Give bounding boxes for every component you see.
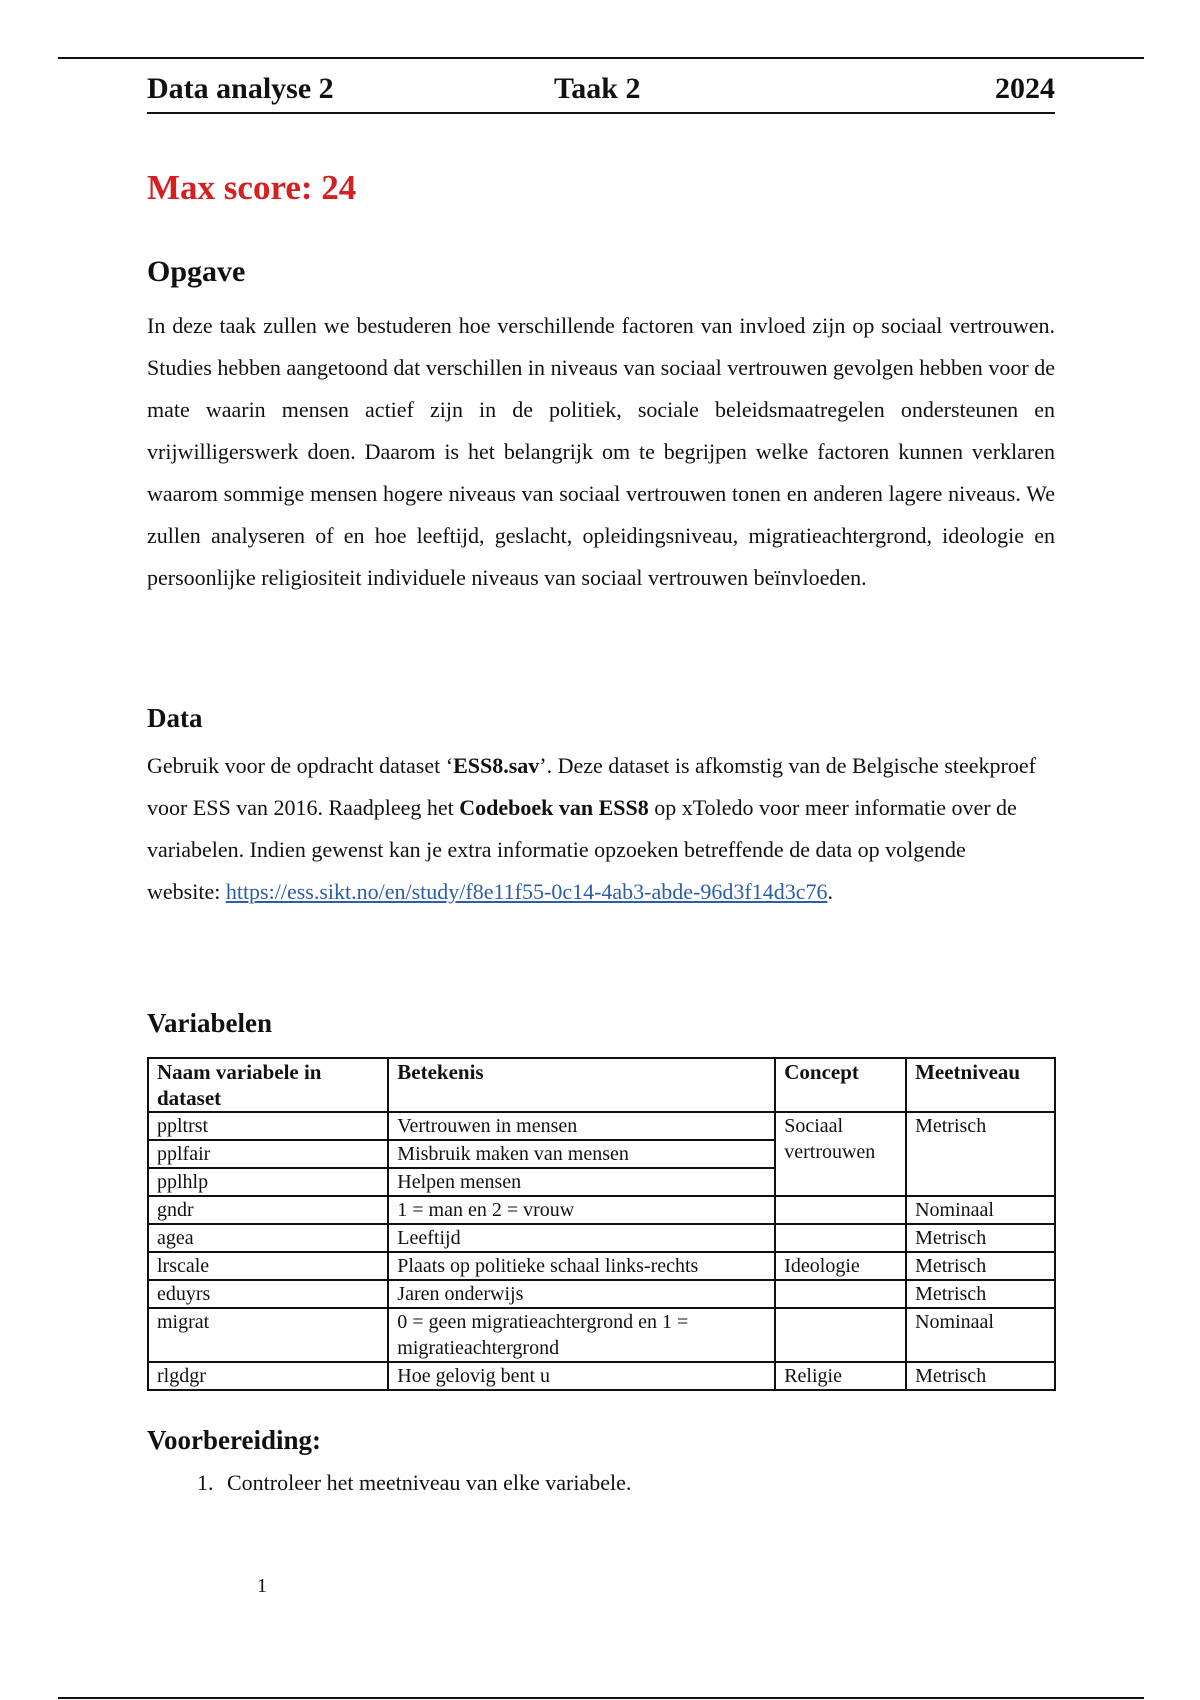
table-header-row: [148, 1058, 1055, 1112]
top-rule: [58, 57, 1144, 59]
ess-link[interactable]: https://ess.sikt.no/en/study/f8e11f55-0c14-4ab3-abde-96d3f14d3c76: [225, 879, 828, 904]
data-heading: Data: [147, 703, 203, 733]
table-row: pplhlp Helpen mensen: [148, 1168, 1055, 1196]
voorbereiding-heading: Voorbereiding:: [147, 1425, 322, 1455]
level-group-cell: Metrisch: [906, 1112, 1055, 1196]
col-header-meaning: Betekenis: [388, 1058, 775, 1112]
table-row: rlgdgr Hoe gelovig bent u Religie Metrisch: [148, 1362, 1055, 1390]
page-header: [147, 70, 1055, 114]
list-item: 1. Controleer het meetniveau van elke variabele.: [219, 1470, 631, 1496]
opgave-heading: Opgave: [147, 255, 246, 288]
table-row: migrat 0 = geen migratieachtergrond en 1 = migratieachtergrond Nominaal: [148, 1308, 1055, 1362]
table-row: eduyrs Jaren onderwijs Metrisch: [148, 1280, 1055, 1308]
bottom-rule: [58, 1697, 1144, 1699]
table-row: gndr 1 = man en 2 = vrouw Nominaal: [148, 1196, 1055, 1224]
table-row: ppltrst Vertrouwen in mensen Sociaal vertrouwen Metrisch: [148, 1112, 1055, 1140]
col-header-name: Naam variabele in dataset: [148, 1058, 388, 1112]
header-year: 2024: [995, 72, 1055, 105]
dataset-name: ESS8.sav: [453, 753, 540, 778]
page-number: 1: [257, 1575, 267, 1597]
header-assignment: Taak 2: [554, 72, 641, 105]
table-row: lrscale Plaats op politieke schaal links-rechts Ideologie Metrisch: [148, 1252, 1055, 1280]
table-row: agea Leeftijd Metrisch: [148, 1224, 1055, 1252]
data-text: Gebruik voor de opdracht dataset ‘ESS8.sav’. Deze dataset is afkomstig van de Belgische steekproef voor ESS van 2016. Raadpleeg het Codeboek van ESS8 op xToledo voor meer informatie over de variabelen. Indien gewenst kan je extra informatie opzoeken betreffende de data op volgende website: https://ess.sikt.no/en/study/f8e11f55-0c14-4ab3-abde-96d3f14d3c76.: [147, 753, 1036, 904]
col-header-level: Meetniveau: [906, 1058, 1055, 1112]
voorbereiding-list: [147, 1470, 631, 1496]
variabelen-heading: Variabelen: [147, 1008, 273, 1038]
opgave-text: In deze taak zullen we bestuderen hoe verschillende factoren van invloed zijn op sociaal vertrouwen. Studies hebben aangetoond dat verschillen in niveaus van sociaal vertrouwen gevolgen hebben voor de mate waarin mensen actief zijn in de politiek, sociale beleidsmaatregelen ondersteunen en vrijwilligerswerk doen. Daarom is het belangrijk om te begrijpen welke factoren kunnen verklaren waarom sommige mensen hogere niveaus van sociaal vertrouwen tonen en anderen lagere niveaus. We zullen analyseren of en hoe leeftijd, geslacht, opleidingsniveau, migratieachtergrond, ideologie en persoonlijke religiositeit individuele niveaus van sociaal vertrouwen beïnvloeden.: [147, 313, 1055, 590]
col-header-concept: Concept: [775, 1058, 906, 1112]
table-row: pplfair Misbruik maken van mensen: [148, 1140, 1055, 1168]
codebook-name: Codeboek van ESS8: [459, 795, 649, 820]
header-course: Data analyse 2: [147, 72, 334, 105]
concept-group-cell: Sociaal vertrouwen: [775, 1112, 906, 1196]
max-score: Max score: 24: [147, 168, 357, 207]
variables-table: [147, 1057, 1056, 1391]
